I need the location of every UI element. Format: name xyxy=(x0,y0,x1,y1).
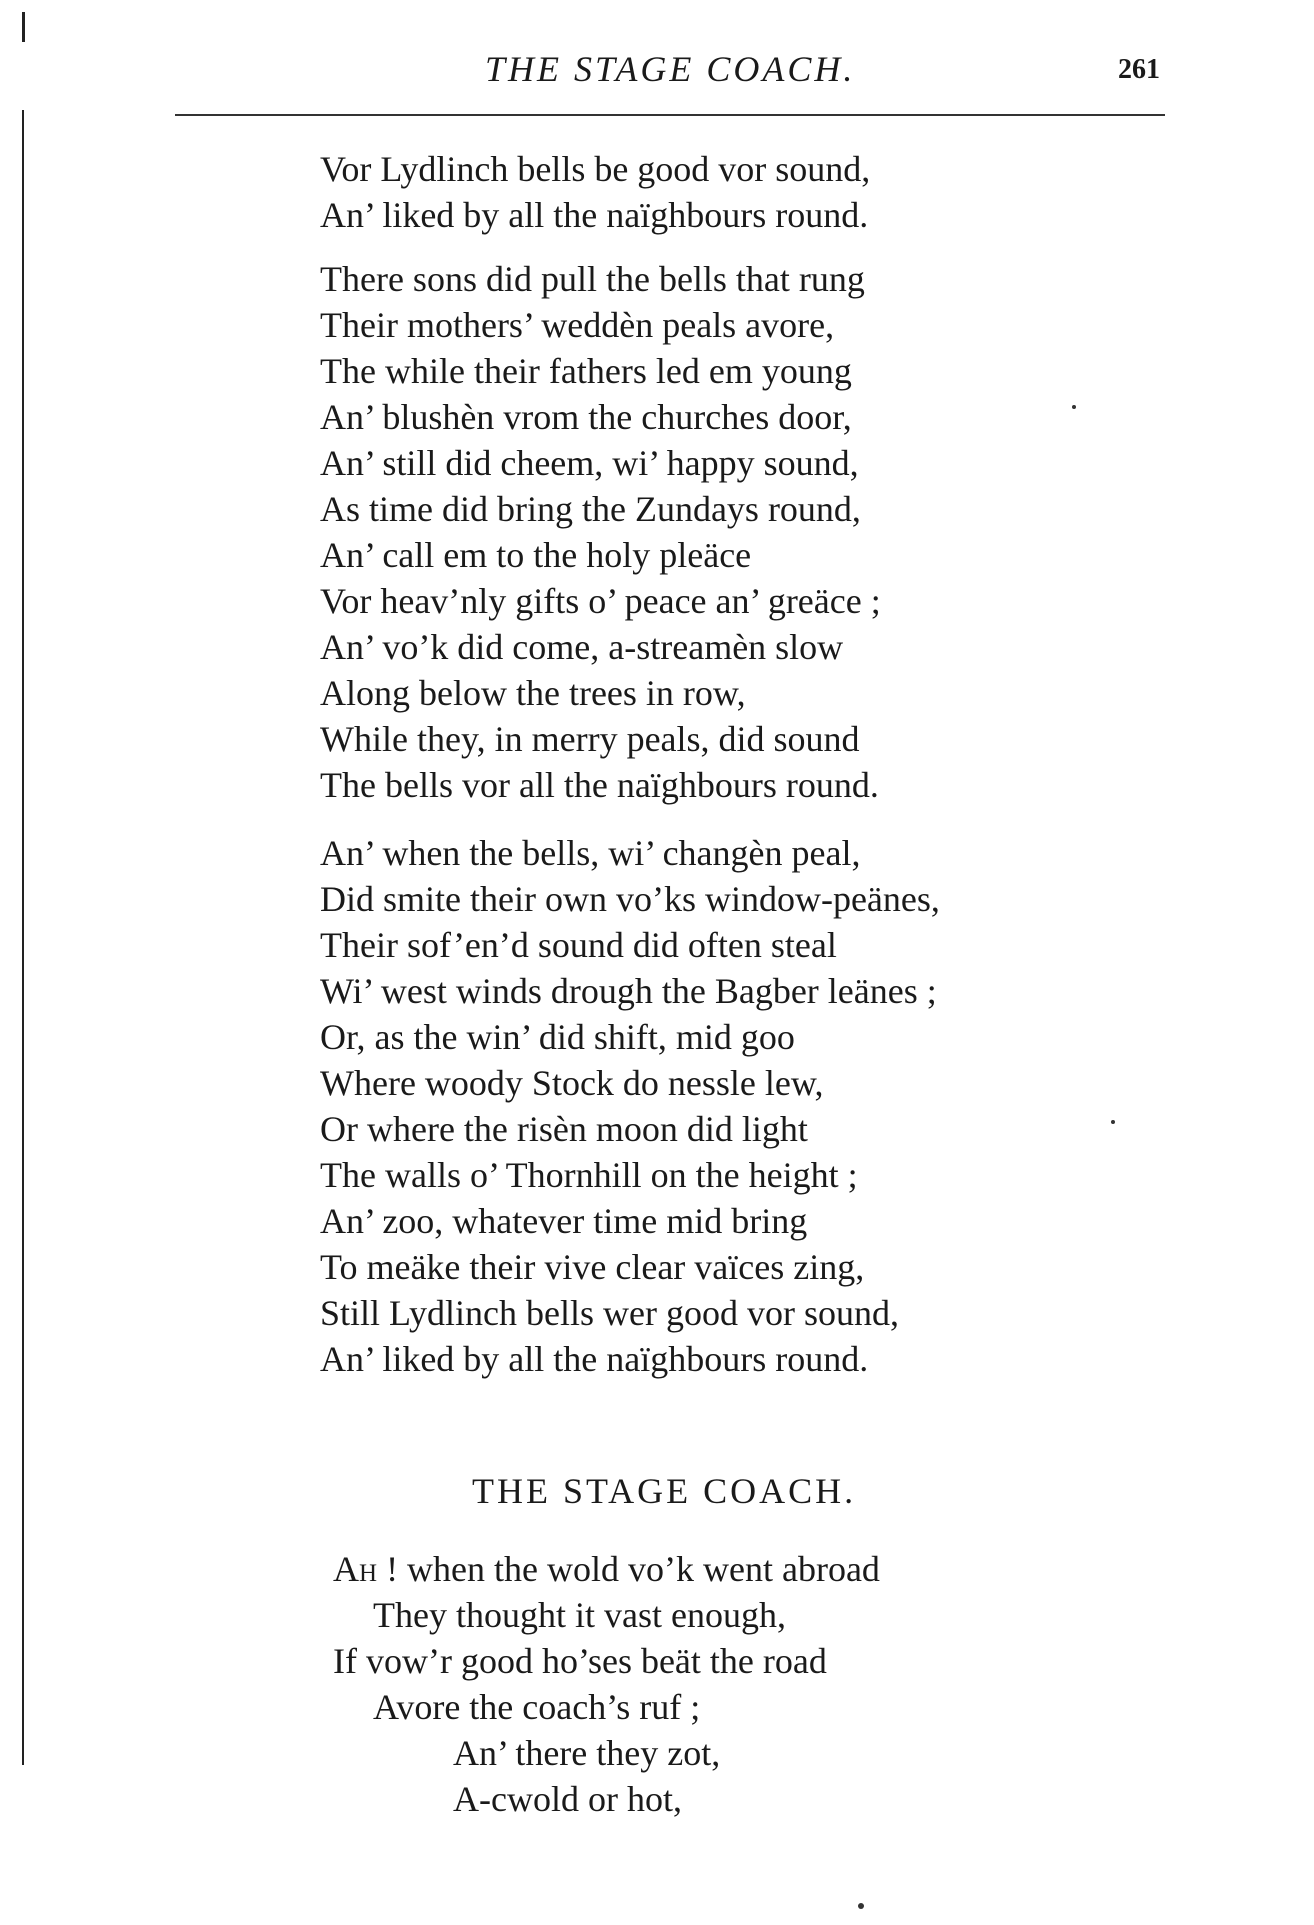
verse-line-first-rest: ! when the wold vo’k went abroad xyxy=(377,1549,880,1589)
verse-line: Their mothers’ weddèn peals avore, xyxy=(320,305,835,345)
margin-scan-line-4 xyxy=(22,1045,24,1765)
margin-scan-line-1 xyxy=(22,12,25,42)
verse-line: The bells vor all the naïghbours round. xyxy=(320,765,879,805)
verse-line: As time did bring the Zundays round, xyxy=(320,489,861,529)
verse-line: Vor heav’nly gifts o’ peace an’ greäce ; xyxy=(320,581,881,621)
margin-scan-line-3 xyxy=(22,215,24,1050)
verse-line: The walls o’ Thornhill on the height ; xyxy=(320,1155,858,1195)
verse-line: An’ liked by all the naïghbours round. xyxy=(320,195,869,235)
verse-line: An’ call em to the holy pleäce xyxy=(320,535,752,575)
verse-line: An’ zoo, whatever time mid bring xyxy=(320,1201,808,1241)
verse-line: A-cwold or hot, xyxy=(453,1779,682,1819)
verse-line: An’ liked by all the naïghbours round. xyxy=(320,1339,869,1379)
verse-line: While they, in merry peals, did sound xyxy=(320,719,860,759)
verse-line: Still Lydlinch bells wer good vor sound, xyxy=(320,1293,899,1333)
scan-speck xyxy=(1111,1120,1115,1124)
poem1-stanza3 xyxy=(320,830,940,1382)
verse-line: An’ there they zot, xyxy=(453,1733,721,1773)
verse-line: An’ when the bells, wi’ changèn peal, xyxy=(320,833,861,873)
verse-line-first xyxy=(333,1546,880,1592)
verse-line: If vow’r good ho’ses beät the road xyxy=(333,1641,827,1681)
verse-line: Wi’ west winds drough the Bagber leänes ; xyxy=(320,971,937,1011)
poem1-stanza1 xyxy=(320,146,870,238)
verse-line: Did smite their own vo’ks window-peänes, xyxy=(320,879,940,919)
drop-word: Ah xyxy=(333,1549,378,1589)
poem-title: THE STAGE COACH. xyxy=(472,1471,857,1511)
page-number: 261 xyxy=(1118,54,1160,85)
verse-line: Along below the trees in row, xyxy=(320,673,746,713)
poem2-stanza1 xyxy=(333,1546,880,1822)
verse-line: An’ still did cheem, wi’ happy sound, xyxy=(320,443,859,483)
verse-line: An’ blushèn vrom the churches door, xyxy=(320,397,852,437)
verse-line: Their sof’en’d sound did often steal xyxy=(320,925,837,965)
verse-line: To meäke their vive clear vaïces zing, xyxy=(320,1247,865,1287)
header-rule xyxy=(175,114,1165,116)
verse-line: Vor Lydlinch bells be good vor sound, xyxy=(320,149,871,189)
verse-line: They thought it vast enough, xyxy=(373,1595,786,1635)
verse-line: There sons did pull the bells that rung xyxy=(320,259,865,299)
poem1-stanza2 xyxy=(320,256,881,808)
verse-line: The while their fathers led em young xyxy=(320,351,852,391)
scan-speck xyxy=(1072,405,1076,409)
verse-line: Avore the coach’s ruf ; xyxy=(373,1687,701,1727)
scan-speck xyxy=(858,1903,864,1909)
verse-line: Or, as the win’ did shift, mid goo xyxy=(320,1017,795,1057)
verse-line: Where woody Stock do nessle lew, xyxy=(320,1063,824,1103)
verse-line: Or where the risèn moon did light xyxy=(320,1109,808,1149)
verse-line: An’ vo’k did come, a-streamèn slow xyxy=(320,627,844,667)
running-title: THE STAGE COACH. xyxy=(485,49,856,89)
